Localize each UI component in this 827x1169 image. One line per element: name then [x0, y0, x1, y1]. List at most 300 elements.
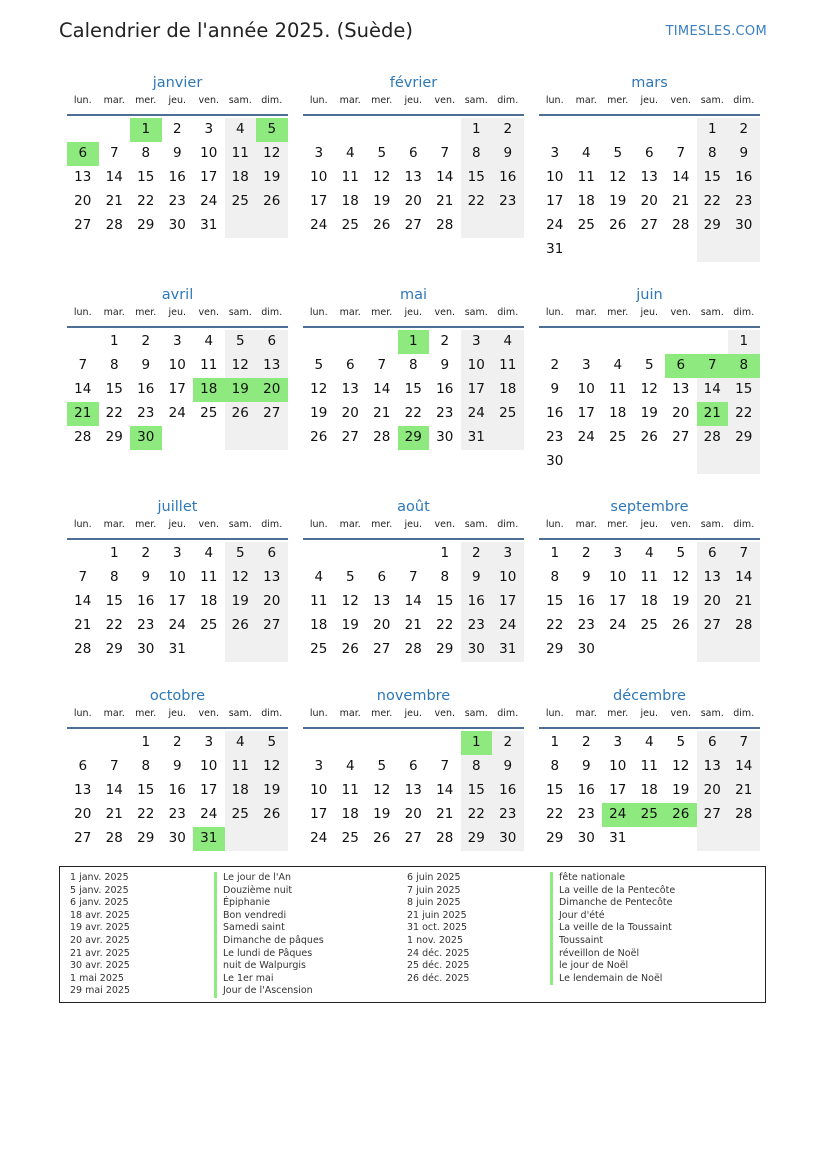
day-cell[interactable]: 28 — [728, 803, 760, 827]
day-cell[interactable]: 21 — [67, 402, 99, 426]
day-cell[interactable]: 10 — [168, 569, 186, 585]
day-cell[interactable]: 2 — [141, 545, 151, 561]
day-cell[interactable]: 13 — [697, 755, 729, 779]
day-cell[interactable]: 29 — [546, 641, 564, 657]
day-cell[interactable]: 15 — [697, 166, 729, 190]
day-cell[interactable]: 8 — [697, 142, 729, 166]
day-cell[interactable]: 11 — [341, 782, 359, 798]
day-cell[interactable]: 25 — [200, 405, 218, 421]
day-cell[interactable]: 10 — [461, 354, 493, 378]
day-cell[interactable]: 23 — [168, 193, 186, 209]
day-cell[interactable]: 19 — [373, 193, 391, 209]
day-cell[interactable]: 20 — [672, 405, 690, 421]
day-cell[interactable]: 18 — [492, 378, 524, 402]
day-cell[interactable]: 1 — [461, 731, 493, 755]
day-cell[interactable]: 12 — [256, 755, 288, 779]
day-cell[interactable]: 21 — [404, 617, 422, 633]
day-cell[interactable]: 28 — [436, 217, 454, 233]
day-cell[interactable]: 4 — [345, 145, 355, 161]
day-cell[interactable]: 20 — [697, 590, 729, 614]
day-cell[interactable]: 2 — [492, 731, 524, 755]
day-cell[interactable]: 27 — [697, 614, 729, 638]
day-cell[interactable]: 18 — [193, 378, 225, 402]
day-cell[interactable]: 17 — [577, 405, 595, 421]
day-cell[interactable]: 9 — [440, 357, 450, 373]
day-cell[interactable]: 10 — [492, 566, 524, 590]
day-cell[interactable]: 14 — [672, 169, 690, 185]
day-cell[interactable]: 27 — [256, 614, 288, 638]
day-cell[interactable]: 25 — [577, 217, 595, 233]
day-cell[interactable]: 14 — [105, 782, 123, 798]
day-cell[interactable]: 24 — [602, 803, 634, 827]
day-cell[interactable]: 2 — [440, 333, 450, 349]
day-cell[interactable]: 15 — [461, 779, 493, 803]
day-cell[interactable]: 22 — [461, 803, 493, 827]
day-cell[interactable]: 13 — [256, 566, 288, 590]
day-cell[interactable]: 19 — [256, 166, 288, 190]
day-cell[interactable]: 29 — [546, 830, 564, 846]
day-cell[interactable]: 9 — [581, 569, 591, 585]
day-cell[interactable]: 3 — [172, 333, 182, 349]
day-cell[interactable]: 21 — [373, 405, 391, 421]
day-cell[interactable]: 18 — [310, 617, 328, 633]
day-cell[interactable]: 5 — [256, 118, 288, 142]
day-cell[interactable]: 4 — [581, 145, 591, 161]
day-cell[interactable]: 16 — [436, 381, 454, 397]
day-cell[interactable]: 9 — [141, 357, 151, 373]
day-cell[interactable]: 2 — [728, 118, 760, 142]
day-cell[interactable]: 30 — [577, 830, 595, 846]
day-cell[interactable]: 31 — [546, 241, 564, 257]
day-cell[interactable]: 29 — [105, 641, 123, 657]
day-cell[interactable]: 1 — [398, 330, 430, 354]
day-cell[interactable]: 31 — [193, 827, 225, 851]
day-cell[interactable]: 1 — [141, 734, 151, 750]
day-cell[interactable]: 17 — [546, 193, 564, 209]
day-cell[interactable]: 1 — [440, 545, 450, 561]
day-cell[interactable]: 14 — [105, 169, 123, 185]
day-cell[interactable]: 17 — [310, 806, 328, 822]
day-cell[interactable]: 30 — [137, 641, 155, 657]
day-cell[interactable]: 10 — [168, 357, 186, 373]
day-cell[interactable]: 5 — [676, 734, 686, 750]
day-cell[interactable]: 3 — [461, 330, 493, 354]
day-cell[interactable]: 4 — [644, 734, 654, 750]
day-cell[interactable]: 30 — [436, 429, 454, 445]
day-cell[interactable]: 28 — [105, 830, 123, 846]
day-cell[interactable]: 14 — [373, 381, 391, 397]
day-cell[interactable]: 25 — [341, 830, 359, 846]
day-cell[interactable]: 5 — [644, 357, 654, 373]
day-cell[interactable]: 20 — [640, 193, 658, 209]
day-cell[interactable]: 29 — [436, 641, 454, 657]
day-cell[interactable]: 17 — [492, 590, 524, 614]
day-cell[interactable]: 21 — [672, 193, 690, 209]
day-cell[interactable]: 9 — [461, 566, 493, 590]
day-cell[interactable]: 26 — [640, 429, 658, 445]
day-cell[interactable]: 13 — [697, 566, 729, 590]
day-cell[interactable]: 16 — [546, 405, 564, 421]
day-cell[interactable]: 16 — [728, 166, 760, 190]
day-cell[interactable]: 13 — [672, 381, 690, 397]
day-cell[interactable]: 22 — [404, 405, 422, 421]
day-cell[interactable]: 26 — [373, 830, 391, 846]
day-cell[interactable]: 6 — [408, 758, 418, 774]
day-cell[interactable]: 8 — [550, 569, 560, 585]
day-cell[interactable]: 21 — [436, 193, 454, 209]
day-cell[interactable]: 27 — [74, 217, 92, 233]
day-cell[interactable]: 25 — [225, 190, 257, 214]
day-cell[interactable]: 9 — [492, 142, 524, 166]
day-cell[interactable]: 11 — [341, 169, 359, 185]
day-cell[interactable]: 11 — [225, 142, 257, 166]
day-cell[interactable]: 24 — [200, 806, 218, 822]
day-cell[interactable]: 7 — [676, 145, 686, 161]
day-cell[interactable]: 13 — [341, 381, 359, 397]
day-cell[interactable]: 8 — [728, 354, 760, 378]
day-cell[interactable]: 16 — [492, 779, 524, 803]
day-cell[interactable]: 14 — [74, 381, 92, 397]
day-cell[interactable]: 6 — [67, 142, 99, 166]
day-cell[interactable]: 19 — [256, 779, 288, 803]
day-cell[interactable]: 17 — [200, 169, 218, 185]
day-cell[interactable]: 3 — [613, 545, 623, 561]
day-cell[interactable]: 23 — [137, 405, 155, 421]
day-cell[interactable]: 24 — [461, 402, 493, 426]
day-cell[interactable]: 16 — [577, 782, 595, 798]
day-cell[interactable]: 20 — [341, 405, 359, 421]
day-cell[interactable]: 23 — [577, 806, 595, 822]
day-cell[interactable]: 21 — [105, 193, 123, 209]
day-cell[interactable]: 26 — [225, 402, 257, 426]
day-cell[interactable]: 13 — [74, 169, 92, 185]
day-cell[interactable]: 20 — [256, 590, 288, 614]
day-cell[interactable]: 16 — [168, 782, 186, 798]
day-cell[interactable]: 12 — [672, 758, 690, 774]
day-cell[interactable]: 22 — [461, 190, 493, 214]
day-cell[interactable]: 4 — [492, 330, 524, 354]
day-cell[interactable]: 15 — [137, 169, 155, 185]
day-cell[interactable]: 12 — [225, 566, 257, 590]
day-cell[interactable]: 10 — [609, 569, 627, 585]
day-cell[interactable]: 25 — [634, 803, 666, 827]
day-cell[interactable]: 7 — [440, 758, 450, 774]
day-cell[interactable]: 5 — [314, 357, 324, 373]
day-cell[interactable]: 17 — [609, 593, 627, 609]
day-cell[interactable]: 8 — [141, 758, 151, 774]
day-cell[interactable]: 4 — [314, 569, 324, 585]
day-cell[interactable]: 6 — [408, 145, 418, 161]
day-cell[interactable]: 7 — [728, 542, 760, 566]
day-cell[interactable]: 25 — [492, 402, 524, 426]
day-cell[interactable]: 1 — [109, 545, 119, 561]
day-cell[interactable]: 15 — [461, 166, 493, 190]
day-cell[interactable]: 2 — [581, 734, 591, 750]
day-cell[interactable]: 21 — [728, 779, 760, 803]
day-cell[interactable]: 25 — [200, 617, 218, 633]
day-cell[interactable]: 29 — [461, 827, 493, 851]
day-cell[interactable]: 22 — [105, 405, 123, 421]
day-cell[interactable]: 8 — [461, 755, 493, 779]
day-cell[interactable]: 2 — [492, 118, 524, 142]
day-cell[interactable]: 24 — [492, 614, 524, 638]
day-cell[interactable]: 19 — [672, 593, 690, 609]
day-cell[interactable]: 26 — [373, 217, 391, 233]
day-cell[interactable]: 7 — [408, 569, 418, 585]
day-cell[interactable]: 23 — [577, 617, 595, 633]
day-cell[interactable]: 24 — [310, 217, 328, 233]
day-cell[interactable]: 11 — [225, 755, 257, 779]
day-cell[interactable]: 5 — [676, 545, 686, 561]
day-cell[interactable]: 18 — [640, 593, 658, 609]
day-cell[interactable]: 29 — [105, 429, 123, 445]
day-cell[interactable]: 22 — [697, 190, 729, 214]
day-cell[interactable]: 2 — [172, 734, 182, 750]
day-cell[interactable]: 6 — [697, 731, 729, 755]
day-cell[interactable]: 30 — [168, 217, 186, 233]
day-cell[interactable]: 7 — [109, 145, 119, 161]
day-cell[interactable]: 6 — [644, 145, 654, 161]
day-cell[interactable]: 30 — [168, 830, 186, 846]
day-cell[interactable]: 16 — [577, 593, 595, 609]
day-cell[interactable]: 17 — [461, 378, 493, 402]
day-cell[interactable]: 3 — [581, 357, 591, 373]
day-cell[interactable]: 30 — [130, 426, 162, 450]
day-cell[interactable]: 12 — [609, 169, 627, 185]
day-cell[interactable]: 17 — [609, 782, 627, 798]
day-cell[interactable]: 13 — [373, 593, 391, 609]
day-cell[interactable]: 23 — [168, 806, 186, 822]
day-cell[interactable]: 20 — [404, 806, 422, 822]
day-cell[interactable]: 13 — [404, 782, 422, 798]
day-cell[interactable]: 17 — [200, 782, 218, 798]
day-cell[interactable]: 25 — [310, 641, 328, 657]
day-cell[interactable]: 9 — [492, 755, 524, 779]
day-cell[interactable]: 24 — [577, 429, 595, 445]
day-cell[interactable]: 19 — [609, 193, 627, 209]
day-cell[interactable]: 5 — [225, 330, 257, 354]
day-cell[interactable]: 3 — [204, 734, 214, 750]
day-cell[interactable]: 11 — [310, 593, 328, 609]
day-cell[interactable]: 11 — [609, 381, 627, 397]
day-cell[interactable]: 15 — [404, 381, 422, 397]
day-cell[interactable]: 10 — [546, 169, 564, 185]
brand-link[interactable]: TIMESLES.COM — [665, 24, 767, 39]
day-cell[interactable]: 25 — [609, 429, 627, 445]
day-cell[interactable]: 1 — [130, 118, 162, 142]
day-cell[interactable]: 9 — [172, 145, 182, 161]
day-cell[interactable]: 13 — [404, 169, 422, 185]
day-cell[interactable]: 18 — [341, 806, 359, 822]
day-cell[interactable]: 12 — [672, 569, 690, 585]
day-cell[interactable]: 7 — [440, 145, 450, 161]
day-cell[interactable]: 11 — [640, 569, 658, 585]
day-cell[interactable]: 24 — [200, 193, 218, 209]
day-cell[interactable]: 25 — [640, 617, 658, 633]
day-cell[interactable]: 31 — [461, 426, 493, 450]
day-cell[interactable]: 7 — [728, 731, 760, 755]
day-cell[interactable]: 28 — [436, 830, 454, 846]
day-cell[interactable]: 24 — [546, 217, 564, 233]
day-cell[interactable]: 3 — [492, 542, 524, 566]
day-cell[interactable]: 21 — [728, 590, 760, 614]
day-cell[interactable]: 12 — [373, 782, 391, 798]
day-cell[interactable]: 1 — [697, 118, 729, 142]
day-cell[interactable]: 28 — [404, 641, 422, 657]
day-cell[interactable]: 4 — [225, 118, 257, 142]
day-cell[interactable]: 13 — [256, 354, 288, 378]
day-cell[interactable]: 21 — [105, 806, 123, 822]
day-cell[interactable]: 22 — [728, 402, 760, 426]
day-cell[interactable]: 31 — [492, 638, 524, 662]
day-cell[interactable]: 8 — [109, 569, 119, 585]
day-cell[interactable]: 24 — [168, 405, 186, 421]
day-cell[interactable]: 7 — [109, 758, 119, 774]
day-cell[interactable]: 18 — [577, 193, 595, 209]
day-cell[interactable]: 28 — [728, 614, 760, 638]
day-cell[interactable]: 11 — [200, 357, 218, 373]
day-cell[interactable]: 3 — [204, 121, 214, 137]
day-cell[interactable]: 25 — [341, 217, 359, 233]
day-cell[interactable]: 11 — [492, 354, 524, 378]
day-cell[interactable]: 12 — [225, 354, 257, 378]
day-cell[interactable]: 5 — [377, 145, 387, 161]
day-cell[interactable]: 30 — [546, 453, 564, 469]
day-cell[interactable]: 14 — [74, 593, 92, 609]
day-cell[interactable]: 4 — [644, 545, 654, 561]
day-cell[interactable]: 27 — [373, 641, 391, 657]
day-cell[interactable]: 28 — [697, 426, 729, 450]
day-cell[interactable]: 26 — [225, 614, 257, 638]
day-cell[interactable]: 3 — [314, 758, 324, 774]
day-cell[interactable]: 20 — [404, 193, 422, 209]
day-cell[interactable]: 17 — [168, 381, 186, 397]
day-cell[interactable]: 30 — [492, 827, 524, 851]
day-cell[interactable]: 20 — [256, 378, 288, 402]
day-cell[interactable]: 1 — [550, 734, 560, 750]
day-cell[interactable]: 26 — [256, 190, 288, 214]
day-cell[interactable]: 4 — [345, 758, 355, 774]
day-cell[interactable]: 19 — [640, 405, 658, 421]
day-cell[interactable]: 26 — [310, 429, 328, 445]
day-cell[interactable]: 25 — [225, 803, 257, 827]
day-cell[interactable]: 11 — [200, 569, 218, 585]
day-cell[interactable]: 18 — [225, 779, 257, 803]
day-cell[interactable]: 26 — [665, 803, 697, 827]
day-cell[interactable]: 27 — [640, 217, 658, 233]
day-cell[interactable]: 9 — [550, 381, 560, 397]
day-cell[interactable]: 26 — [672, 617, 690, 633]
day-cell[interactable]: 3 — [550, 145, 560, 161]
day-cell[interactable]: 29 — [728, 426, 760, 450]
day-cell[interactable]: 10 — [200, 758, 218, 774]
day-cell[interactable]: 30 — [728, 214, 760, 238]
day-cell[interactable]: 10 — [310, 169, 328, 185]
day-cell[interactable]: 14 — [728, 566, 760, 590]
day-cell[interactable]: 11 — [640, 758, 658, 774]
day-cell[interactable]: 23 — [546, 429, 564, 445]
day-cell[interactable]: 22 — [105, 617, 123, 633]
day-cell[interactable]: 23 — [137, 617, 155, 633]
day-cell[interactable]: 26 — [256, 803, 288, 827]
day-cell[interactable]: 18 — [640, 782, 658, 798]
day-cell[interactable]: 2 — [581, 545, 591, 561]
day-cell[interactable]: 9 — [141, 569, 151, 585]
day-cell[interactable]: 5 — [377, 758, 387, 774]
day-cell[interactable]: 17 — [168, 593, 186, 609]
day-cell[interactable]: 7 — [78, 569, 88, 585]
day-cell[interactable]: 27 — [74, 830, 92, 846]
day-cell[interactable]: 7 — [377, 357, 387, 373]
day-cell[interactable]: 16 — [137, 593, 155, 609]
day-cell[interactable]: 7 — [78, 357, 88, 373]
day-cell[interactable]: 1 — [728, 330, 760, 354]
day-cell[interactable]: 18 — [341, 193, 359, 209]
day-cell[interactable]: 24 — [310, 830, 328, 846]
day-cell[interactable]: 4 — [613, 357, 623, 373]
day-cell[interactable]: 12 — [256, 142, 288, 166]
day-cell[interactable]: 6 — [697, 542, 729, 566]
day-cell[interactable]: 8 — [461, 142, 493, 166]
day-cell[interactable]: 29 — [137, 830, 155, 846]
day-cell[interactable]: 21 — [697, 402, 729, 426]
day-cell[interactable]: 1 — [461, 118, 493, 142]
day-cell[interactable]: 24 — [609, 617, 627, 633]
day-cell[interactable]: 13 — [74, 782, 92, 798]
day-cell[interactable]: 8 — [440, 569, 450, 585]
day-cell[interactable]: 30 — [577, 641, 595, 657]
day-cell[interactable]: 19 — [225, 378, 257, 402]
day-cell[interactable]: 14 — [697, 378, 729, 402]
day-cell[interactable]: 15 — [546, 593, 564, 609]
day-cell[interactable]: 19 — [341, 617, 359, 633]
day-cell[interactable]: 28 — [373, 429, 391, 445]
day-cell[interactable]: 23 — [728, 190, 760, 214]
day-cell[interactable]: 8 — [550, 758, 560, 774]
day-cell[interactable]: 19 — [373, 806, 391, 822]
day-cell[interactable]: 19 — [672, 782, 690, 798]
day-cell[interactable]: 1 — [109, 333, 119, 349]
day-cell[interactable]: 15 — [105, 381, 123, 397]
day-cell[interactable]: 3 — [172, 545, 182, 561]
day-cell[interactable]: 14 — [436, 782, 454, 798]
day-cell[interactable]: 14 — [404, 593, 422, 609]
day-cell[interactable]: 6 — [256, 330, 288, 354]
day-cell[interactable]: 3 — [314, 145, 324, 161]
day-cell[interactable]: 28 — [74, 641, 92, 657]
day-cell[interactable]: 28 — [672, 217, 690, 233]
day-cell[interactable]: 9 — [581, 758, 591, 774]
day-cell[interactable]: 5 — [345, 569, 355, 585]
day-cell[interactable]: 14 — [436, 169, 454, 185]
day-cell[interactable]: 12 — [373, 169, 391, 185]
day-cell[interactable]: 29 — [697, 214, 729, 238]
day-cell[interactable]: 31 — [609, 830, 627, 846]
day-cell[interactable]: 2 — [550, 357, 560, 373]
day-cell[interactable]: 22 — [436, 617, 454, 633]
day-cell[interactable]: 2 — [461, 542, 493, 566]
day-cell[interactable]: 15 — [546, 782, 564, 798]
day-cell[interactable]: 30 — [461, 638, 493, 662]
day-cell[interactable]: 4 — [204, 333, 214, 349]
day-cell[interactable]: 15 — [105, 593, 123, 609]
day-cell[interactable]: 31 — [168, 641, 186, 657]
day-cell[interactable]: 3 — [613, 734, 623, 750]
day-cell[interactable]: 16 — [461, 590, 493, 614]
day-cell[interactable]: 20 — [373, 617, 391, 633]
day-cell[interactable]: 8 — [109, 357, 119, 373]
day-cell[interactable]: 6 — [345, 357, 355, 373]
